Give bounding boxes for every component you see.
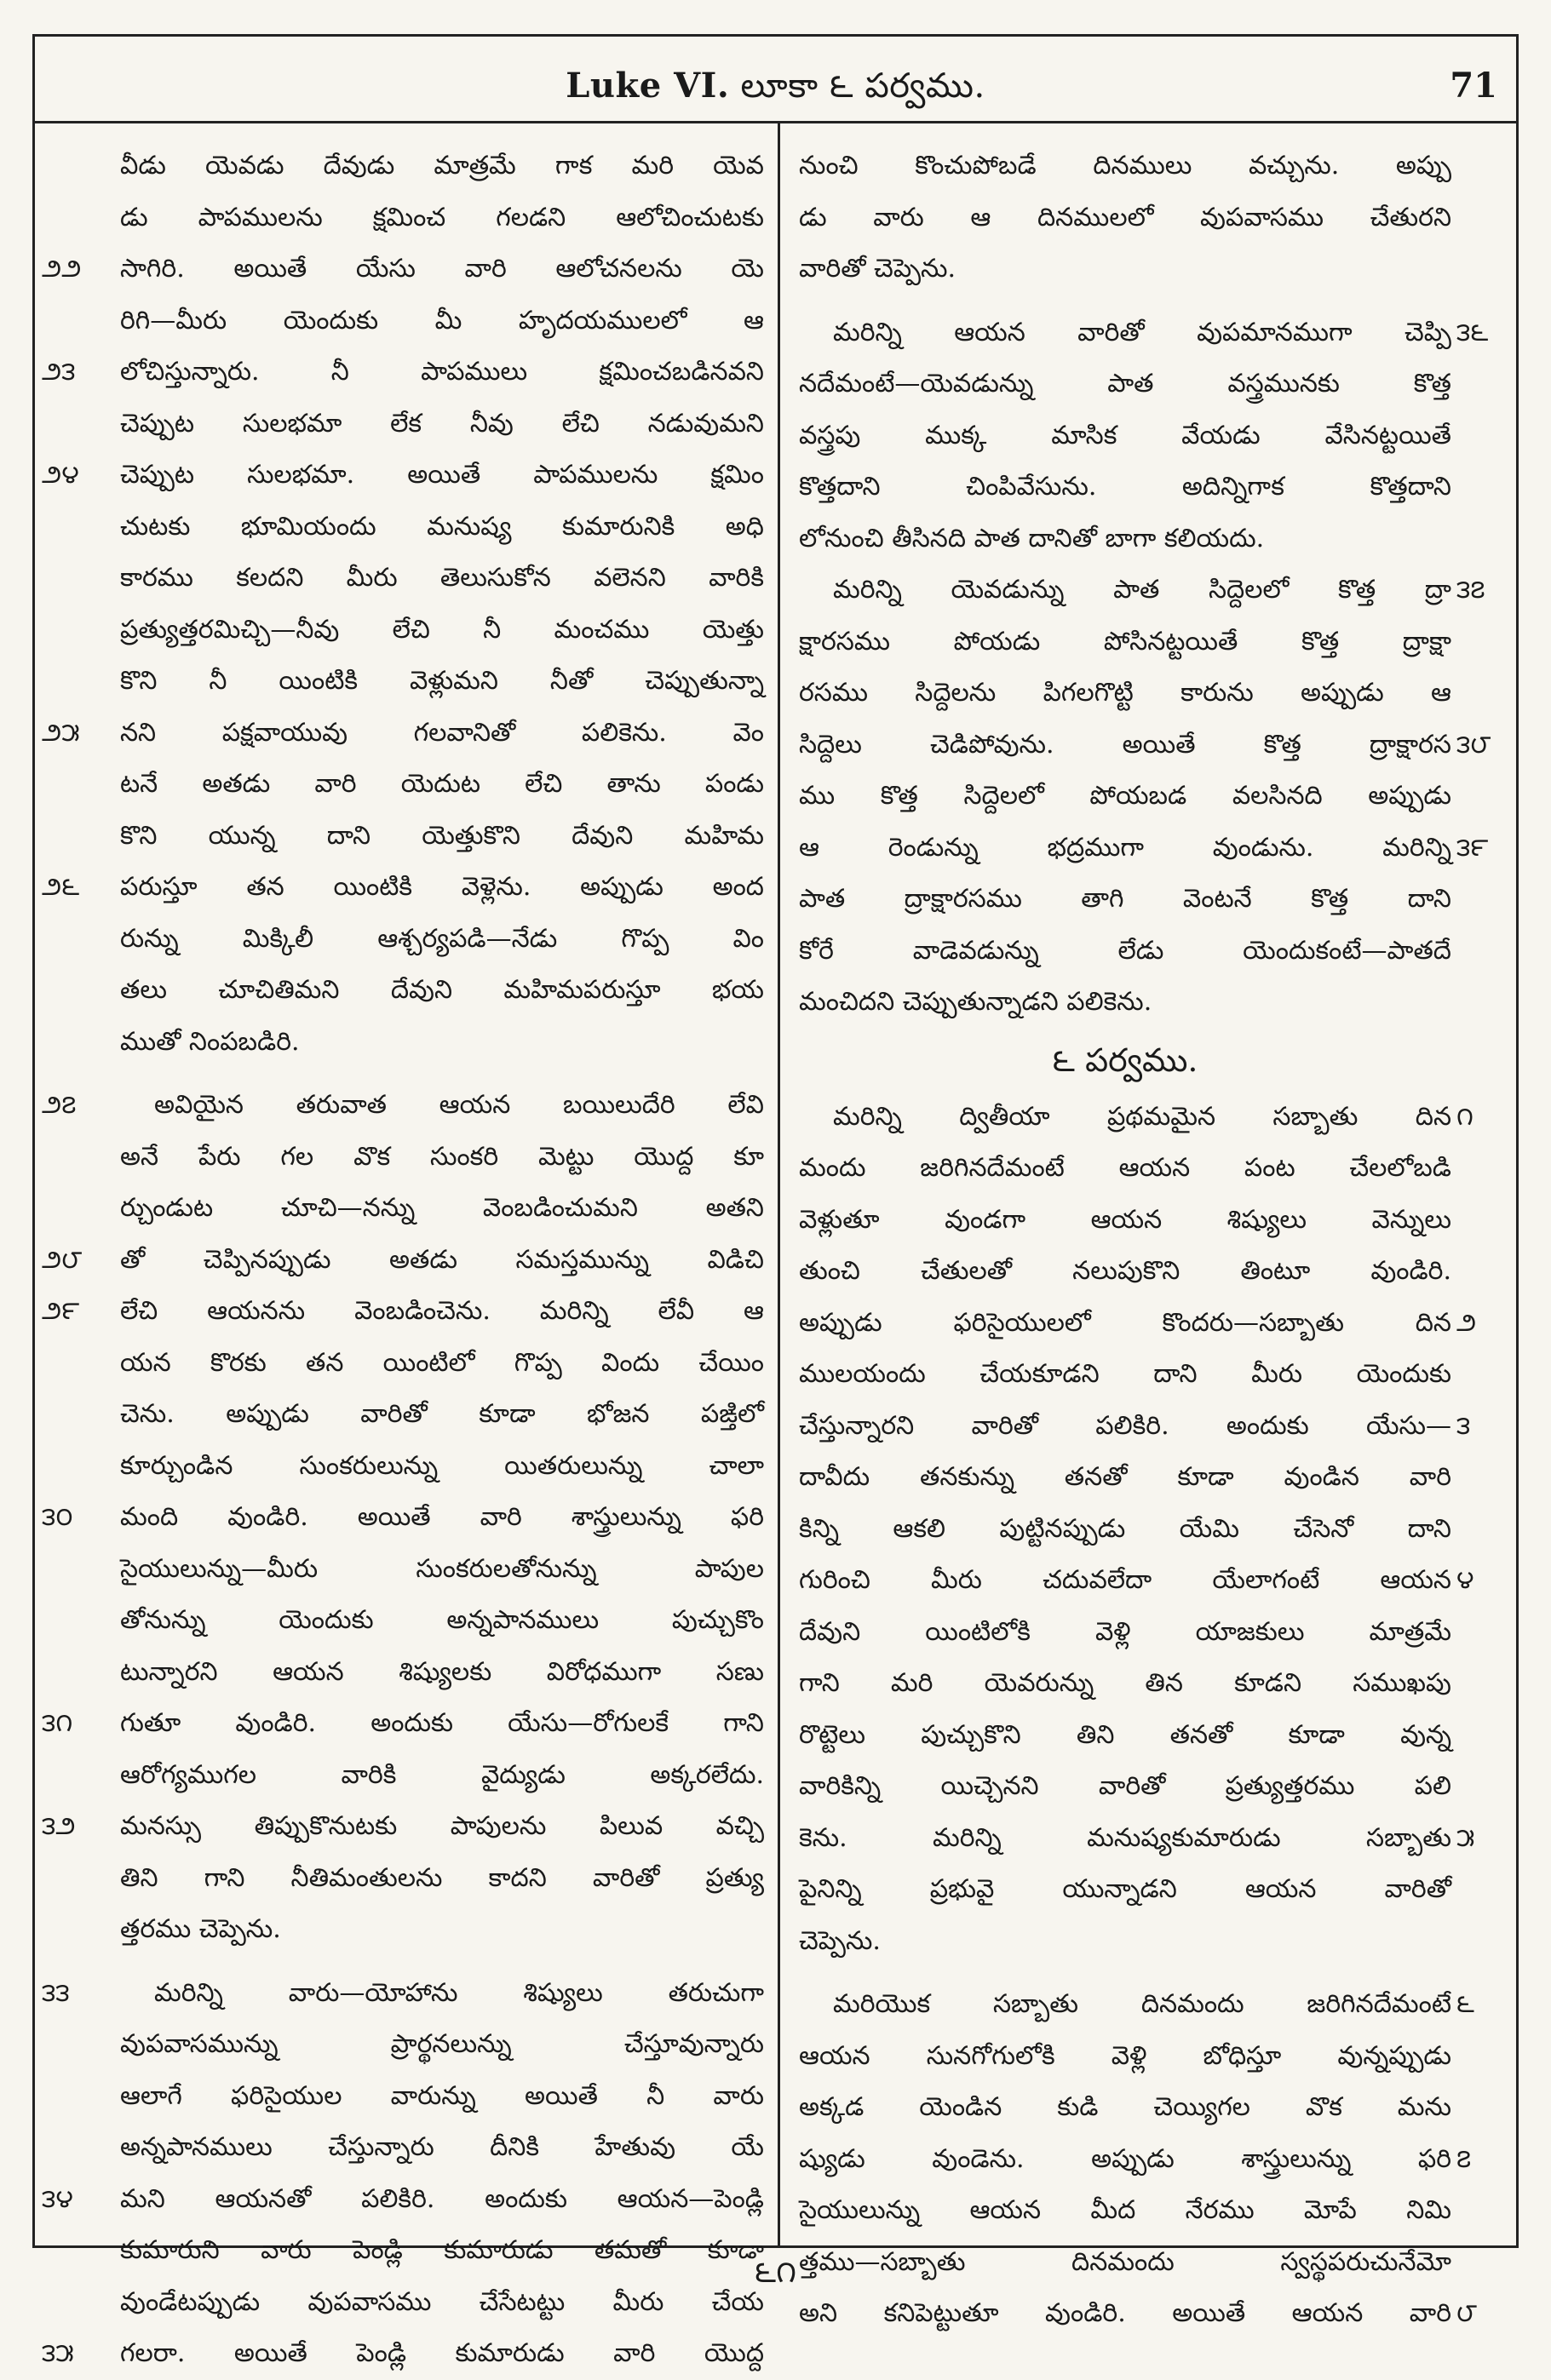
verse-number: ౩౦	[42, 1502, 73, 1532]
line-text: దేవుని యింటిలోకి వెళ్లి యాజకులు మాత్రమే	[799, 1616, 1451, 1647]
line-text: త్తరము చెప్పెను.	[120, 1914, 281, 1944]
text-line	[799, 1401, 1471, 1453]
line-text: నదేమంటే—యెవడున్ను పాత వస్త్రమునకు కొత్త	[799, 369, 1451, 399]
line-text: ఆ రెండున్ను భద్రముగా వుండును. మరిన్ని	[799, 832, 1451, 863]
line-text: వారితో చెప్పెను.	[799, 254, 956, 284]
text-line	[42, 1968, 764, 2020]
verse-number: ౨౬	[42, 872, 80, 902]
line-text: అనే పేరు గల వొక సుంకరి మెట్టు యొద్ద కూ	[120, 1141, 764, 1172]
line-text: మంచిదని చెప్పుతున్నాడని పలికెను.	[799, 987, 1152, 1017]
text-line	[799, 771, 1451, 823]
text-line	[120, 2071, 764, 2123]
text-line	[42, 1801, 764, 1853]
line-text: క్షారసము పోయడు పోసినట్టయితే కొత్త ద్రాక్షా	[799, 626, 1451, 657]
text-line	[120, 553, 764, 605]
line-text: సాగిరి. అయితే యేసు వారి ఆలోచనలను యె	[120, 254, 764, 284]
line-text: అని కనిపెట్టుతూ వుండిరి. అయితే ఆయన వారి	[799, 2298, 1451, 2328]
text-line	[799, 720, 1491, 771]
text-line	[799, 1452, 1451, 1504]
line-text: కొని యున్న దాని యెత్తుకొని దేవుని మహిమ	[120, 820, 764, 851]
line-text: కూర్చుండిన సుంకరులున్ను యితరులున్ను చాలా	[120, 1450, 764, 1481]
text-line	[799, 192, 1451, 244]
line-text: చేస్తున్నారని వారితో పలికిరి. అందుకు యేసు—	[799, 1410, 1451, 1441]
verse-number: ౨	[1456, 1307, 1477, 1338]
text-line	[120, 295, 764, 347]
text-line	[120, 1441, 764, 1493]
text-line	[799, 1555, 1474, 1607]
line-text: దావీదు తనకున్ను తనతో కూడా వుండిన వారి	[799, 1462, 1451, 1492]
text-line	[120, 399, 764, 450]
line-text: మరిన్ని ద్వితీయా ప్రథమమైన సబ్బాతు దిన	[833, 1101, 1451, 1132]
text-line	[120, 2019, 764, 2071]
line-text: త్తము—సబ్బాతు దినమందు స్వస్థపరుచునేమో	[799, 2246, 1451, 2277]
line-text: మనస్సు తిప్పుకొనుటకు పాపులను పిలువ వచ్చి	[120, 1811, 764, 1841]
verse-number: ౭	[1456, 2143, 1472, 2174]
line-text: వారికిన్ని యిచ్చెనని వారితో ప్రత్యుత్తరము పలి	[799, 1771, 1451, 1801]
text-line	[42, 1492, 764, 1544]
line-text: వీడు యెవడు దేవుడు మాత్రమే గాక మరి యెవ	[120, 151, 764, 181]
text-line	[42, 2174, 764, 2226]
text-line	[120, 1595, 764, 1647]
text-line	[120, 1750, 764, 1802]
text-line	[42, 450, 764, 502]
text-line	[799, 2082, 1451, 2134]
verse-number: ౨౯	[42, 1296, 80, 1326]
text-line	[799, 1761, 1451, 1813]
text-line	[799, 617, 1451, 668]
line-text: మరిన్ని ఆయన వారితో వుపమానముగా చెప్పి	[833, 317, 1451, 347]
line-text: గాని మరి యెవరున్ను తిన కూడని సముఖపు	[799, 1668, 1451, 1698]
text-line	[799, 307, 1489, 359]
verse-number: ౩౮	[1456, 729, 1491, 760]
text-line	[799, 1979, 1474, 2031]
line-text: చెప్పుట సులభమా. అయితే పాపములను క్షమిం	[120, 460, 764, 490]
text-line	[42, 708, 764, 760]
line-text: గలరా. అయితే పెండ్లి కుమారుడు వారి యొద్ద	[120, 2338, 764, 2368]
text-line	[120, 1017, 764, 1069]
line-text: అవియైన తరువాత ఆయన బయిలుదేరి లేవి	[154, 1090, 764, 1120]
verse-number: ౧	[1456, 1101, 1473, 1132]
line-text: ము కొత్త సిద్దెలలో పోయబడ వలసినది అప్పుడు	[799, 781, 1451, 811]
line-text: సైయులున్ను ఆయన మీద నేరము మోపే నిమి	[799, 2195, 1451, 2225]
text-line	[120, 1647, 764, 1699]
line-text: చెను. అప్పుడు వారితో కూడా భోజన పఙ్తిలో	[120, 1399, 764, 1429]
text-line	[799, 1813, 1475, 1865]
line-text: సిద్దెలు చెడిపోవును. అయితే కొత్త ద్రాక్షారస	[799, 729, 1451, 760]
line-text: కుమారుని వారు పెండ్లి కుమారుడు తమతో కూడా	[120, 2235, 764, 2265]
line-text: అన్నపానములు చేస్తున్నారు దీనికి హేతువు యే	[120, 2132, 764, 2162]
text-line	[42, 1235, 764, 1287]
verse-number: ౨౪	[42, 460, 79, 490]
line-text: తుంచి చేతులతో నలుపుకొని తింటూ వుండిరి.	[799, 1256, 1451, 1286]
text-line	[42, 1698, 764, 1750]
line-text: లోనుంచి తీసినది పాత దానితో బాగా కలియదు.	[799, 523, 1265, 553]
text-line	[799, 1195, 1451, 1247]
text-line	[799, 1298, 1477, 1350]
line-text: ఆయన సునగోగులోకి వెళ్లి బోధిస్తూ వున్నప్పుడు	[799, 2040, 1451, 2071]
text-line	[42, 1080, 764, 1132]
line-text: డు పాపములను క్షమించ గలడని ఆలోచించుటకు	[120, 202, 764, 232]
text-line	[799, 1864, 1451, 1916]
text-line	[799, 823, 1489, 875]
text-line	[120, 1904, 764, 1956]
line-text: మంది వుండిరి. అయితే వారి శాస్త్రులున్ను ఫరి	[120, 1502, 764, 1532]
line-text: తలు చూచితిమని దేవుని మహిమపరుస్తూ భయ	[120, 975, 764, 1005]
line-text: ఆరోగ్యముగల వారికి వైద్యుడు అక్కరలేదు.	[120, 1759, 764, 1790]
paragraph-gap	[120, 1956, 764, 1968]
text-line	[799, 1504, 1451, 1556]
text-line	[120, 192, 764, 244]
line-text: వుపవాసమున్ను ప్రార్థనలున్ను చేస్తూవున్నారు	[120, 2029, 764, 2059]
paragraph-gap	[799, 295, 1451, 307]
page-header	[35, 37, 1516, 123]
line-text: రొట్టెలు పుచ్చుకొని తిని తనతో కూడా వున్న	[799, 1719, 1451, 1750]
text-line	[120, 2122, 764, 2174]
text-line	[799, 2031, 1451, 2083]
line-text: పైనిన్ని ప్రభువై యున్నాడని ఆయన వారితో	[799, 1874, 1451, 1904]
verse-number: ౩౧	[42, 1708, 73, 1738]
line-text: నని పక్షవాయువు గలవానితో పలికెను. వెం	[120, 717, 764, 748]
line-text: రున్ను మిక్కిలీ ఆశ్చర్యపడి—నేడు గొప్ప విం	[120, 923, 764, 954]
verse-number: ౨౩	[42, 357, 76, 387]
text-line	[799, 1916, 1451, 1968]
text-line	[120, 605, 764, 657]
verse-number: ౩౬	[1456, 317, 1489, 347]
text-line	[120, 1183, 764, 1235]
text-line	[120, 1338, 764, 1390]
chapter-heading: ౬ పర్వము.	[1052, 1041, 1198, 1079]
text-line	[42, 244, 764, 295]
text-line	[799, 565, 1485, 617]
text-line	[120, 1544, 764, 1596]
line-text: కారము కలదని మీరు తెలుసుకోన వలెనని వారికి	[120, 563, 764, 593]
paragraph-gap	[120, 1068, 764, 1080]
paragraph-gap	[799, 1967, 1451, 1979]
line-text: కొని నీ యింటికి వెళ్లుమని నీతో చెప్పుతున్నా	[120, 666, 764, 696]
running-title	[35, 66, 1516, 114]
line-text: మందు జరిగినదేమంటే ఆయన పంట చేలలోబడి	[799, 1153, 1451, 1183]
text-line	[799, 1143, 1451, 1195]
text-line	[120, 656, 764, 708]
text-line	[120, 914, 764, 966]
line-text: వెళ్లుతూ వుండగా ఆయన శిష్యులు వెన్నులు	[799, 1204, 1451, 1235]
text-line	[799, 1246, 1451, 1298]
text-line	[120, 1853, 764, 1905]
line-text: ష్యుడు వుండెను. అప్పుడు శాస్త్రులున్ను ఫరి	[799, 2143, 1451, 2174]
text-line	[799, 462, 1451, 513]
text-line	[799, 2134, 1472, 2186]
line-text: పాత ద్రాక్షారసము తాగి వెంటనే కొత్త దాని	[799, 884, 1451, 914]
line-text: రసము సిద్దెలను పిగలగొట్టి కారును అప్పుడు ఆ	[799, 678, 1451, 708]
line-text: తిని గాని నీతిమంతులను కాదని వారితో ప్రత్యు	[120, 1862, 764, 1893]
line-text: ములయందు చేయకూడని దాని మీరు యెందుకు	[799, 1359, 1451, 1389]
verse-number: ౩౯	[1456, 832, 1489, 863]
running-title-english: Luke VI.	[566, 66, 730, 106]
text-line	[42, 2328, 764, 2380]
verse-number: ౨౫	[42, 717, 80, 748]
verse-number: ౩౩	[42, 1977, 70, 2008]
line-text: లోచిస్తున్నారు. నీ పాపములు క్షమించబడినవని	[120, 357, 764, 387]
text-line	[799, 358, 1451, 410]
line-text: అక్కడ యెండిన కుడి చెయ్యిగల వొక మను	[799, 2092, 1451, 2122]
text-line	[42, 347, 764, 399]
verse-number: ౪	[1456, 1565, 1474, 1595]
line-text: కొత్తదాని చింపివేసును. అదిన్నిగాక కొత్తదాని	[799, 472, 1451, 502]
text-line	[799, 977, 1451, 1029]
line-text: తో చెప్పినప్పుడు అతడు సమస్తమున్ను విడిచి	[120, 1244, 764, 1275]
line-text: రిగి—మీరు యెందుకు మీ హృదయములలో ఆ	[120, 305, 764, 335]
text-line	[799, 668, 1451, 720]
line-text: ఆలాగే ఫరిసైయుల వారున్ను అయితే నీ వారు	[120, 2080, 764, 2111]
line-text: టున్నారని ఆయన శిష్యులకు విరోధముగా సణు	[120, 1656, 764, 1687]
line-text: మరియొక సబ్బాతు దినమందు జరిగినదేమంటే	[833, 1989, 1451, 2019]
line-text: లేచి ఆయనను వెంబడించెను. మరిన్ని లేవీ ఆ	[120, 1296, 764, 1326]
text-line	[799, 244, 1451, 295]
line-text: కిన్ని ఆకలి పుట్టినప్పుడు యేమి చేసెనో దాని	[799, 1513, 1451, 1544]
text-line	[799, 1349, 1451, 1401]
text-line	[799, 1607, 1451, 1659]
line-text: వస్త్రపు ముక్క మాసిక వేయడు వేసినట్టయితే	[799, 420, 1451, 450]
line-text: టనే అతడు వారి యెదుట లేచి తాను పండు	[120, 769, 764, 799]
line-text: కెను. మరిన్ని మనుష్యకుమారుడు సబ్బాతు	[799, 1822, 1451, 1853]
line-text: మరిన్ని వారు—యోహాను శిష్యులు తరుచుగా	[154, 1977, 764, 2008]
verse-number: ౩౨	[42, 1811, 76, 1841]
verse-number: ౬	[1456, 1989, 1474, 2019]
text-line	[799, 141, 1451, 192]
text-line	[799, 2185, 1451, 2237]
line-text: చెప్పుట సులభమా లేక నీవు లేచి నడువుమని	[120, 408, 764, 439]
verse-number: ౫	[1456, 1822, 1475, 1853]
text-line	[799, 1710, 1451, 1762]
line-text: యన కొరకు తన యింటిలో గొప్ప విందు చేయిం	[120, 1347, 764, 1378]
text-line	[120, 141, 764, 192]
text-line	[120, 965, 764, 1017]
text-line	[120, 502, 764, 553]
verse-number: ౩౭	[1456, 575, 1485, 605]
line-text: సైయులున్ను—మీరు సుంకరులతోనున్ను పాపుల	[120, 1553, 764, 1584]
line-text: చెప్పెను.	[799, 1925, 881, 1956]
line-text: కోరే వాడెవడున్ను లేడు యెందుకంటే—పాతదే	[799, 935, 1451, 966]
text-line	[42, 862, 764, 914]
line-text: డు వారు ఆ దినములలో వుపవాసము చేతురని	[799, 202, 1451, 232]
line-text: ప్రత్యుత్తరమిచ్చి—నీవు లేచి నీ మంచము యెత్తు	[120, 614, 764, 645]
verse-number: ౩౪	[42, 2183, 73, 2214]
signature-mark: ౬౧	[754, 2255, 797, 2290]
text-line	[120, 1389, 764, 1441]
text-line	[799, 874, 1451, 926]
text-line	[799, 926, 1451, 978]
running-title-telugu: లూకా ౬ పర్వము.	[740, 66, 985, 106]
line-text: నుంచి కొంచుపోబడే దినములు వచ్చును. అప్పు	[799, 151, 1451, 181]
text-line	[120, 1132, 764, 1184]
right-column	[780, 123, 1519, 2328]
text-line	[120, 759, 764, 811]
verse-number: ౩	[1456, 1410, 1471, 1441]
line-text: అప్పుడు ఫరిసైయులలో కొందరు—సబ్బాతు దిన	[799, 1307, 1451, 1338]
line-text: తోనున్ను యెందుకు అన్నపానములు పుచ్చుకొం	[120, 1605, 764, 1635]
line-text: గుతూ వుండిరి. అందుకు యేసు—రోగులకే గాని	[120, 1708, 764, 1738]
text-line	[120, 811, 764, 863]
line-text: చుటకు భూమియందు మనుష్య కుమారునికి అధి	[120, 511, 764, 542]
line-text: ముతో నింపబడిరి.	[120, 1026, 300, 1057]
verse-number: ౮	[1456, 2298, 1478, 2328]
verse-number: ౨౨	[42, 254, 82, 284]
verse-number: ౨౭	[42, 1090, 77, 1120]
line-text: మరిన్ని యెవడున్ను పాత సిద్దెలలో కొత్త ద్రా	[833, 575, 1451, 605]
text-line	[799, 513, 1451, 565]
text-line	[799, 1658, 1451, 1710]
line-text: ర్చుండుట చూచి—నన్ను వెంబడించుమని అతని	[120, 1193, 764, 1223]
verse-number: ౨౮	[42, 1244, 83, 1275]
page-number: 71	[1450, 66, 1497, 106]
line-text: పరుస్తూ తన యింటికి వెళ్లెను. అప్పుడు అంద	[120, 872, 764, 902]
line-text: వుండేటప్పుడు వుపవాసము చేసేటట్టు మీరు చేయ	[120, 2286, 764, 2317]
text-line	[799, 1092, 1473, 1144]
text-line	[42, 1286, 764, 1338]
verse-number: ౩౫	[42, 2338, 74, 2368]
line-text: గురించి మీరు చదువలేదా యేలాగంటే ఆయన	[799, 1565, 1451, 1595]
text-line	[799, 410, 1451, 462]
line-text: మని ఆయనతో పలికిరి. అందుకు ఆయన—పెండ్లి	[120, 2183, 764, 2214]
